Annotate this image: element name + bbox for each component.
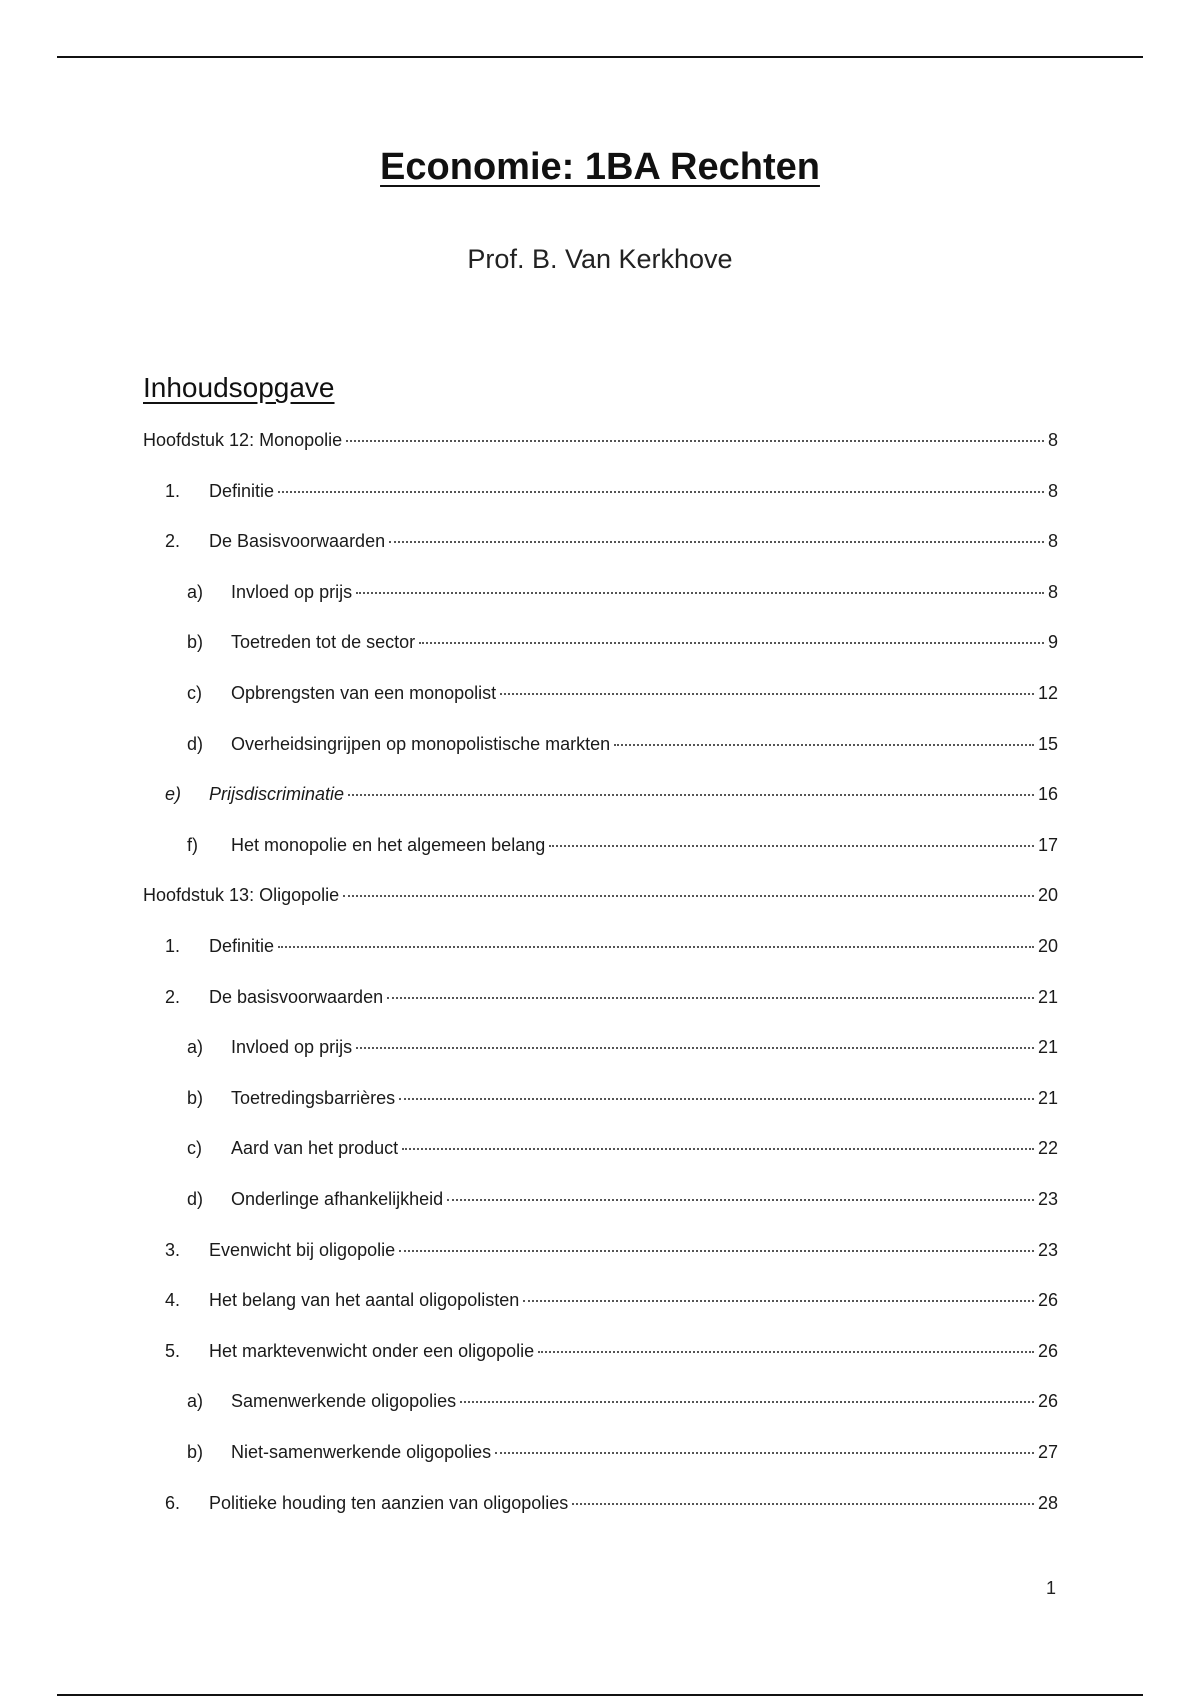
toc-entry-label: Invloed op prijs (231, 1037, 353, 1057)
toc-entry-label: Hoofdstuk 13: Oligopolie (143, 885, 340, 905)
toc-entry-leader (387, 997, 1034, 999)
toc-entry-number: a) (187, 582, 204, 602)
toc-entry-page: 8 (1047, 481, 1058, 501)
toc-entry-leader (278, 491, 1044, 493)
toc-entry[interactable] (165, 1290, 1058, 1314)
toc-entry[interactable] (187, 1189, 1058, 1213)
toc-entry[interactable] (165, 1493, 1058, 1517)
toc-entry-page: 8 (1047, 430, 1058, 450)
toc-entry-number: a) (187, 1391, 204, 1411)
toc-entry-leader (399, 1098, 1034, 1100)
toc-entry-page: 9 (1047, 632, 1058, 652)
toc-entry-page: 15 (1037, 734, 1058, 754)
toc-entry[interactable] (187, 1088, 1058, 1112)
toc-entry-label: Samenwerkende oligopolies (231, 1391, 457, 1411)
toc-entry-number: b) (187, 1442, 204, 1462)
toc-entry-leader (278, 946, 1034, 948)
toc-entry-leader (389, 541, 1044, 543)
toc-entry-number: e) (165, 784, 182, 804)
toc-entry-page: 26 (1037, 1341, 1058, 1361)
footer-rule (57, 1694, 1143, 1696)
toc-heading: Inhoudsopgave (143, 372, 335, 403)
toc-entry-leader (346, 440, 1044, 442)
toc-entry-page: 23 (1037, 1189, 1058, 1209)
toc-entry[interactable] (143, 885, 1058, 909)
toc-entry-leader (523, 1300, 1034, 1302)
toc-entry[interactable] (165, 1341, 1058, 1365)
toc-entry-leader (447, 1199, 1034, 1201)
toc-entry-leader (356, 1047, 1034, 1049)
toc-entry-page: 16 (1037, 784, 1058, 804)
toc-entry-page: 27 (1037, 1442, 1058, 1462)
toc-entry-page: 28 (1037, 1493, 1058, 1513)
toc-entry-leader (572, 1503, 1034, 1505)
document-title: Economie: 1BA Rechten (380, 146, 820, 188)
toc-entry-leader (460, 1401, 1034, 1403)
toc-entry-leader (343, 895, 1034, 897)
toc-entry[interactable] (165, 784, 1058, 808)
toc-entry-page: 20 (1037, 936, 1058, 956)
toc-entry-number: 5. (165, 1341, 181, 1361)
toc-entry-leader (402, 1148, 1034, 1150)
header-rule (57, 56, 1143, 58)
toc-entry-number: 4. (165, 1290, 181, 1310)
toc-entry-page: 23 (1037, 1240, 1058, 1260)
toc-entry-number: f) (187, 835, 198, 855)
toc-entry-label: Definitie (209, 936, 275, 956)
toc-entry-label: Niet-samenwerkende oligopolies (231, 1442, 492, 1462)
toc-entry[interactable] (165, 1240, 1058, 1264)
toc-entry-page: 26 (1037, 1391, 1058, 1411)
toc-entry-label: Opbrengsten van een monopolist (231, 683, 497, 703)
toc-entry-label: Het marktevenwicht onder een oligopolie (209, 1341, 535, 1361)
toc-entry[interactable] (187, 835, 1058, 859)
toc-entry-leader (614, 744, 1034, 746)
toc-entry-label: Hoofdstuk 12: Monopolie (143, 430, 343, 450)
toc-entry-page: 21 (1037, 987, 1058, 1007)
page-number: 1 (1045, 1578, 1056, 1598)
toc-entry[interactable] (187, 1391, 1058, 1415)
toc-entry-number: 3. (165, 1240, 181, 1260)
toc-entry-leader (549, 845, 1034, 847)
toc-entry[interactable] (187, 683, 1058, 707)
toc-entry-page: 12 (1037, 683, 1058, 703)
toc-entry[interactable] (187, 1138, 1058, 1162)
toc-entry-page: 8 (1047, 582, 1058, 602)
toc-entry[interactable] (187, 632, 1058, 656)
toc-entry-number: 2. (165, 987, 181, 1007)
toc-entry-number: a) (187, 1037, 204, 1057)
toc-entry-leader (348, 794, 1034, 796)
toc-entry-label: Overheidsingrijpen op monopolistische markten (231, 734, 611, 754)
toc-entry-number: c) (187, 683, 202, 703)
toc-entry-number: d) (187, 734, 204, 754)
toc-entry[interactable] (165, 936, 1058, 960)
toc-entry-number: c) (187, 1138, 202, 1158)
toc-entry-page: 22 (1037, 1138, 1058, 1158)
toc-entry-page: 21 (1037, 1037, 1058, 1057)
toc-entry-label: Toetredingsbarrières (231, 1088, 396, 1108)
toc-entry-leader (538, 1351, 1034, 1353)
toc-entry-number: b) (187, 1088, 204, 1108)
toc-entry-label: Het monopolie en het algemeen belang (231, 835, 546, 855)
toc-entry-label: Prijsdiscriminatie (209, 784, 345, 804)
toc-entry-number: 1. (165, 481, 181, 501)
toc-entry[interactable] (165, 481, 1058, 505)
toc-entry-page: 21 (1037, 1088, 1058, 1108)
toc-entry-page: 17 (1037, 835, 1058, 855)
toc-entry-number: d) (187, 1189, 204, 1209)
toc-entry-label: Invloed op prijs (231, 582, 353, 602)
toc-entry-label: Onderlinge afhankelijkheid (231, 1189, 444, 1209)
toc-entry-leader (356, 592, 1044, 594)
toc-entry[interactable] (165, 531, 1058, 555)
toc-entry-label: Politieke houding ten aanzien van oligopolies (209, 1493, 569, 1513)
toc-entry-number: 6. (165, 1493, 181, 1513)
toc-entry-leader (500, 693, 1034, 695)
toc-entry-label: De Basisvoorwaarden (209, 531, 386, 551)
toc-entry[interactable] (187, 1037, 1058, 1061)
toc-entry[interactable] (165, 987, 1058, 1011)
toc-entry-label: De basisvoorwaarden (209, 987, 384, 1007)
toc-entry-label: Evenwicht bij oligopolie (209, 1240, 396, 1260)
toc-entry-leader (399, 1250, 1034, 1252)
toc-entry-number: b) (187, 632, 204, 652)
toc-entry-page: 20 (1037, 885, 1058, 905)
toc-entry-number: 2. (165, 531, 181, 551)
toc-entry-leader (495, 1452, 1034, 1454)
document-author: Prof. B. Van Kerkhove (467, 244, 733, 274)
toc-entry-page: 26 (1037, 1290, 1058, 1310)
toc-entry[interactable] (187, 1442, 1058, 1466)
toc-entry[interactable] (143, 430, 1058, 454)
toc-entry[interactable] (187, 582, 1058, 606)
toc-entry-label: Toetreden tot de sector (231, 632, 416, 652)
toc-entry[interactable] (187, 734, 1058, 758)
toc-entry-page: 8 (1047, 531, 1058, 551)
toc-entry-number: 1. (165, 936, 181, 956)
toc-entry-leader (419, 642, 1044, 644)
toc-entry-label: Het belang van het aantal oligopolisten (209, 1290, 520, 1310)
toc-entry-label: Aard van het product (231, 1138, 399, 1158)
toc-entry-label: Definitie (209, 481, 275, 501)
